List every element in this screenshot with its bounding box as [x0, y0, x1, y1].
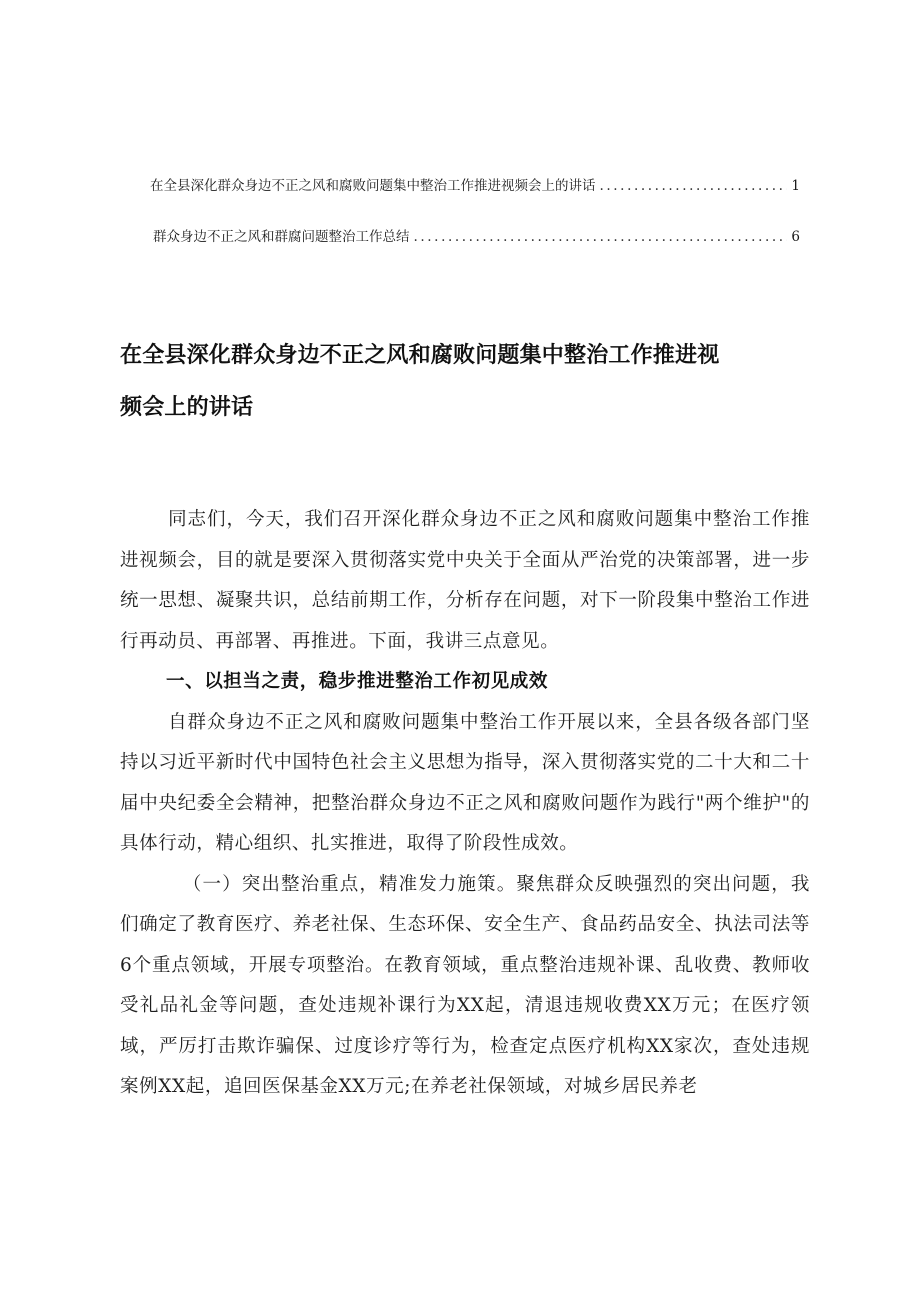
document-title [120, 330, 800, 434]
document-title-line2: 频会上的讲话 [120, 395, 254, 420]
toc-entry-page: 6 [791, 229, 800, 245]
document-body [120, 500, 810, 1108]
intro-paragraph: 同志们，今天，我们召开深化群众身边不正之风和腐败问题集中整治工作推进视频会，目的就是要深入贯彻落实党中央关于全面从严治党的决策部署，进一步统一思想、凝聚共识，总结前期工作，分析存在问题，对下一阶段集中整治工作进行再动员、再部署、再推进。下面，我讲三点意见。 [120, 509, 810, 652]
toc-leader-dots [600, 176, 788, 196]
document-title-line1: 在全县深化群众身边不正之风和腐败问题集中整治工作推进视 [120, 343, 720, 368]
toc-entry[interactable] [150, 227, 800, 247]
toc-leader-dots [414, 227, 788, 247]
toc-entry-title: 在全县深化群众身边不正之风和腐败问题集中整治工作推进视频会上的讲话 [150, 178, 596, 194]
section-paragraph: 自群众身边不正之风和腐败问题集中整治工作开展以来，全县各级各部门坚持以习近平新时代中国特色社会主义思想为指导，深入贯彻落实党的二十大和二十届中央纪委全会精神，把整治群众身边不正之风和腐败问题作为践行"两个维护"的具体行动，精心组织、扎实推进，取得了阶段性成效。 [120, 711, 810, 854]
toc-entry-title: 群众身边不正之风和群腐问题整治工作总结 [153, 229, 410, 245]
toc-entry-page: 1 [791, 178, 800, 194]
toc-entry[interactable] [150, 176, 800, 196]
table-of-contents [150, 176, 800, 247]
section-heading: 一、以担当之责，稳步推进整治工作初见成效 [166, 671, 549, 692]
subsection-paragraph: （一）突出整治重点，精准发力施策。聚焦群众反映强烈的突出问题，我们确定了教育医疗、养老社保、生态环保、安全生产、食品药品安全、执法司法等6个重点领域，开展专项整治。在教育领域，重点整治违规补课、乱收费、教师收受礼品礼金等问题，查处违规补课行为XX起，清退违规收费XX万元；在医疗领域，严厉打击欺诈骗保、过度诊疗等行为，检查定点医疗机构XX家次，查处违规案例XX起，追回医保基金XX万元;在养老社保领域，对城乡居民养老 [120, 873, 810, 1097]
